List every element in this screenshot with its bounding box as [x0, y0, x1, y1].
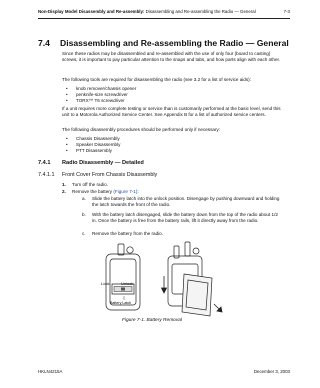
header-section-rest: Disassembling and Re-assembling the Radio — General: [144, 9, 256, 14]
substep-b: [82, 212, 282, 225]
bullet-icon: •: [66, 142, 68, 148]
substep-a: [82, 196, 282, 209]
step-text: Turn off the radio.: [72, 182, 109, 187]
tools-list: [66, 86, 136, 104]
subsection-number: 7.4.1: [38, 160, 51, 166]
out-arrow-icon: [214, 304, 222, 312]
bullet-icon: •: [66, 86, 68, 91]
footer-doc-number: HKLN4215A: [38, 369, 63, 374]
list-item: • Chassis Disassembly: [66, 136, 120, 141]
page-header: [38, 9, 290, 14]
section-number: 7.4: [38, 38, 50, 48]
section-heading: [38, 38, 289, 48]
substep-text: Remove the battery from the radio.: [92, 231, 163, 236]
header-rule: [38, 18, 290, 19]
header-section-bold: Non-Display Model Disassembly and Re-assembly:: [38, 9, 145, 14]
procedures-intro: The following disassembly procedures should be performed only if necessary:: [62, 127, 221, 132]
substep-text: Slide the battery latch into the unlock position. Disengage by pushing downward and holding the latch towards the front of the radio.: [92, 196, 280, 208]
step-text: Remove the battery (Figure 7-1):: [72, 189, 139, 194]
subsubsection-heading: [38, 172, 157, 178]
tools-intro: The following tools are required for disassembling the radio (see 3.2 for a list of service aids):: [62, 77, 251, 82]
subsubsection-number: 7.4.1.1: [38, 172, 55, 178]
header-page-number: 7-3: [283, 9, 290, 14]
step-1: [62, 182, 284, 188]
figure-caption: Figure 7-1. Battery Removal: [122, 318, 182, 323]
battery-removal-figure: [88, 238, 228, 318]
battery-latch-icon: [114, 287, 132, 301]
subsection-title: Radio Disassembly — Detailed: [62, 160, 144, 166]
step-2: [62, 189, 284, 195]
substep-letter: a.: [82, 196, 86, 201]
list-item: • knob remover/chassis opener: [66, 86, 137, 91]
unlock-label: Unlock: [121, 281, 134, 286]
down-arrow-icon: [162, 276, 167, 293]
section-title: Disassembling and Re-assembling the Radio — General: [60, 38, 289, 48]
bullet-icon: •: [66, 136, 68, 141]
list-item: • penknife-size screwdriver: [66, 92, 128, 98]
subsubsection-title: Front Cover From Chassis Disassembly: [62, 172, 158, 178]
list-item: • Speaker Disassembly: [66, 142, 121, 148]
list-item: • PTT Disassembly: [66, 148, 112, 154]
bullet-icon: •: [66, 98, 68, 104]
footer-date: December 3, 2003: [253, 369, 290, 374]
procedures-list: [66, 136, 120, 154]
substep-c: [82, 231, 282, 237]
list-item: • TORX™ T6 screwdriver: [66, 98, 125, 104]
service-note: If a unit requires more complete testing or service than is customarily performed at the basic level, send this unit to a Motorola Authorized Service Center. See Appendix B for a list of authorized service centers.: [62, 106, 281, 118]
battery-latch-label: Battery Latch: [110, 301, 132, 305]
bullet-icon: •: [66, 92, 68, 98]
substep-letter: b.: [82, 212, 86, 217]
substep-text: With the battery latch disengaged, slide the battery down from the top of the radio about 1/2 in. Once the battery is free from the battery rails, lift it directly away from the radio.: [92, 212, 278, 224]
intro-paragraph: Since these radios may be disassembled and re-assembled with the use of only four (board to casting) screws, it is important to pay particular attention to the snaps and tabs, and how parts align with each other.: [62, 51, 281, 63]
step-number: 1.: [62, 182, 66, 187]
page-footer: [38, 369, 290, 374]
substep-letter: c.: [82, 231, 86, 236]
bullet-icon: •: [66, 148, 68, 154]
battery-pack-icon: [182, 274, 212, 316]
subsection-heading: [38, 160, 144, 166]
header-section: [38, 9, 256, 14]
step-number: 2.: [62, 189, 66, 194]
lock-label: Lock: [101, 281, 110, 286]
figure-link[interactable]: (Figure 7-1): [113, 189, 138, 194]
